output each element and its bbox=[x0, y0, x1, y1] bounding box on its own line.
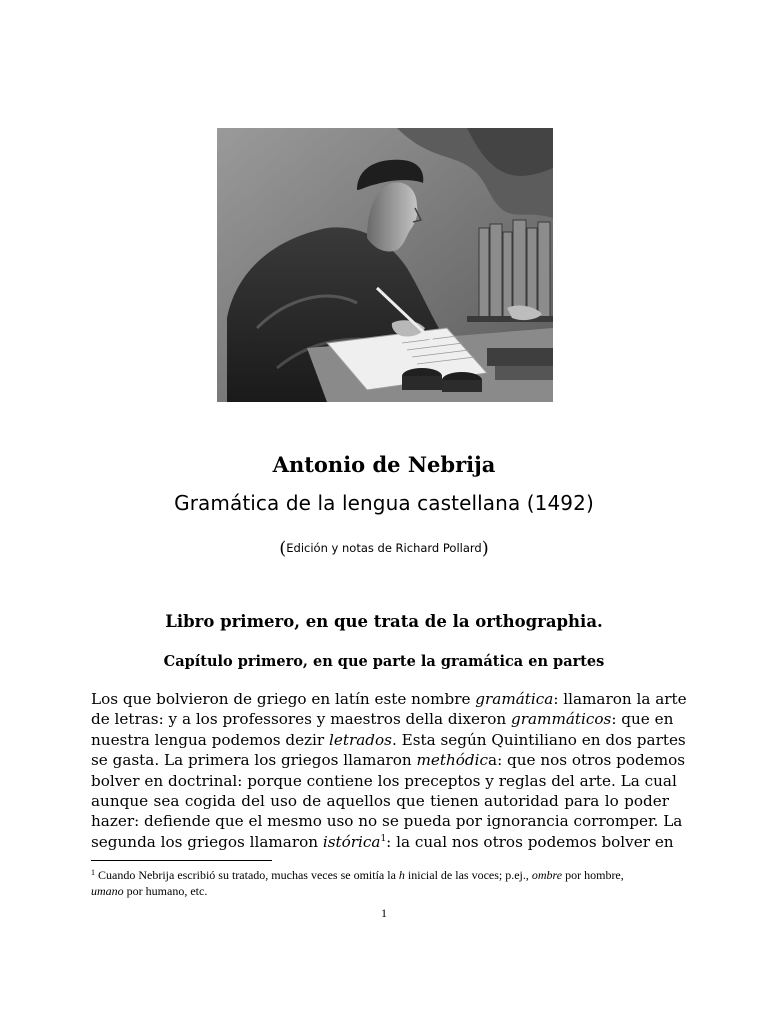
body-paragraph bbox=[91, 689, 687, 852]
edition-close-paren: ) bbox=[481, 538, 489, 559]
author-title: Antonio de Nebrija bbox=[272, 452, 496, 477]
footnote-separator bbox=[91, 860, 272, 861]
body-line: hazer: defiende que el mesmo uso no se pueda por ignorancia corromper. La bbox=[91, 812, 683, 831]
edition-open-paren: ( bbox=[279, 538, 287, 559]
body-line: segunda los griegos llamaron istórica$^1$: la cual nos otros podemos bolver en bbox=[91, 832, 674, 851]
body-line: nuestra lengua podemos dezir letrados. Esta según Quintiliano en dos partes bbox=[91, 730, 686, 749]
edition-note bbox=[0, 538, 768, 559]
footnote-mark: 1 bbox=[91, 868, 95, 877]
portrait-illustration bbox=[217, 128, 553, 402]
body-line: Los que bolvieron de griego en latín este nombre gramática: llamaron la arte bbox=[91, 690, 687, 708]
footnote-reference[interactable]: 1 bbox=[380, 833, 387, 844]
body-line: aunque sea cogida del uso de aquellos que tienen autoridad para lo poder bbox=[91, 792, 669, 811]
work-subtitle: Gramática de la lengua castellana (1492) bbox=[174, 491, 594, 515]
chapter-heading: Capítulo primero, en que parte la gramática en partes bbox=[163, 653, 605, 670]
portrait-engraving bbox=[217, 128, 553, 402]
footnote: $^1$ Cuando Nebrija escribió su tratado, muchas veces se omitía la h inicial de las voces; p.ej., ombre por hombre, umano por humano, etc. bbox=[91, 868, 624, 898]
body-line: bolver en doctrinal: porque contiene los preceptos y reglas del arte. La cual bbox=[91, 771, 677, 790]
edition-text: Edición y notas de Richard Pollard bbox=[286, 541, 482, 555]
page-number: 1 bbox=[381, 906, 387, 920]
book-heading: Libro primero, en que trata de la orthographia. bbox=[165, 612, 603, 631]
body-line: se gasta. La primera los griegos llamaron methódica: que nos otros podemos bbox=[91, 751, 686, 770]
body-line: de letras: y a los professores y maestros della dixeron grammáticos: que en bbox=[91, 710, 674, 729]
